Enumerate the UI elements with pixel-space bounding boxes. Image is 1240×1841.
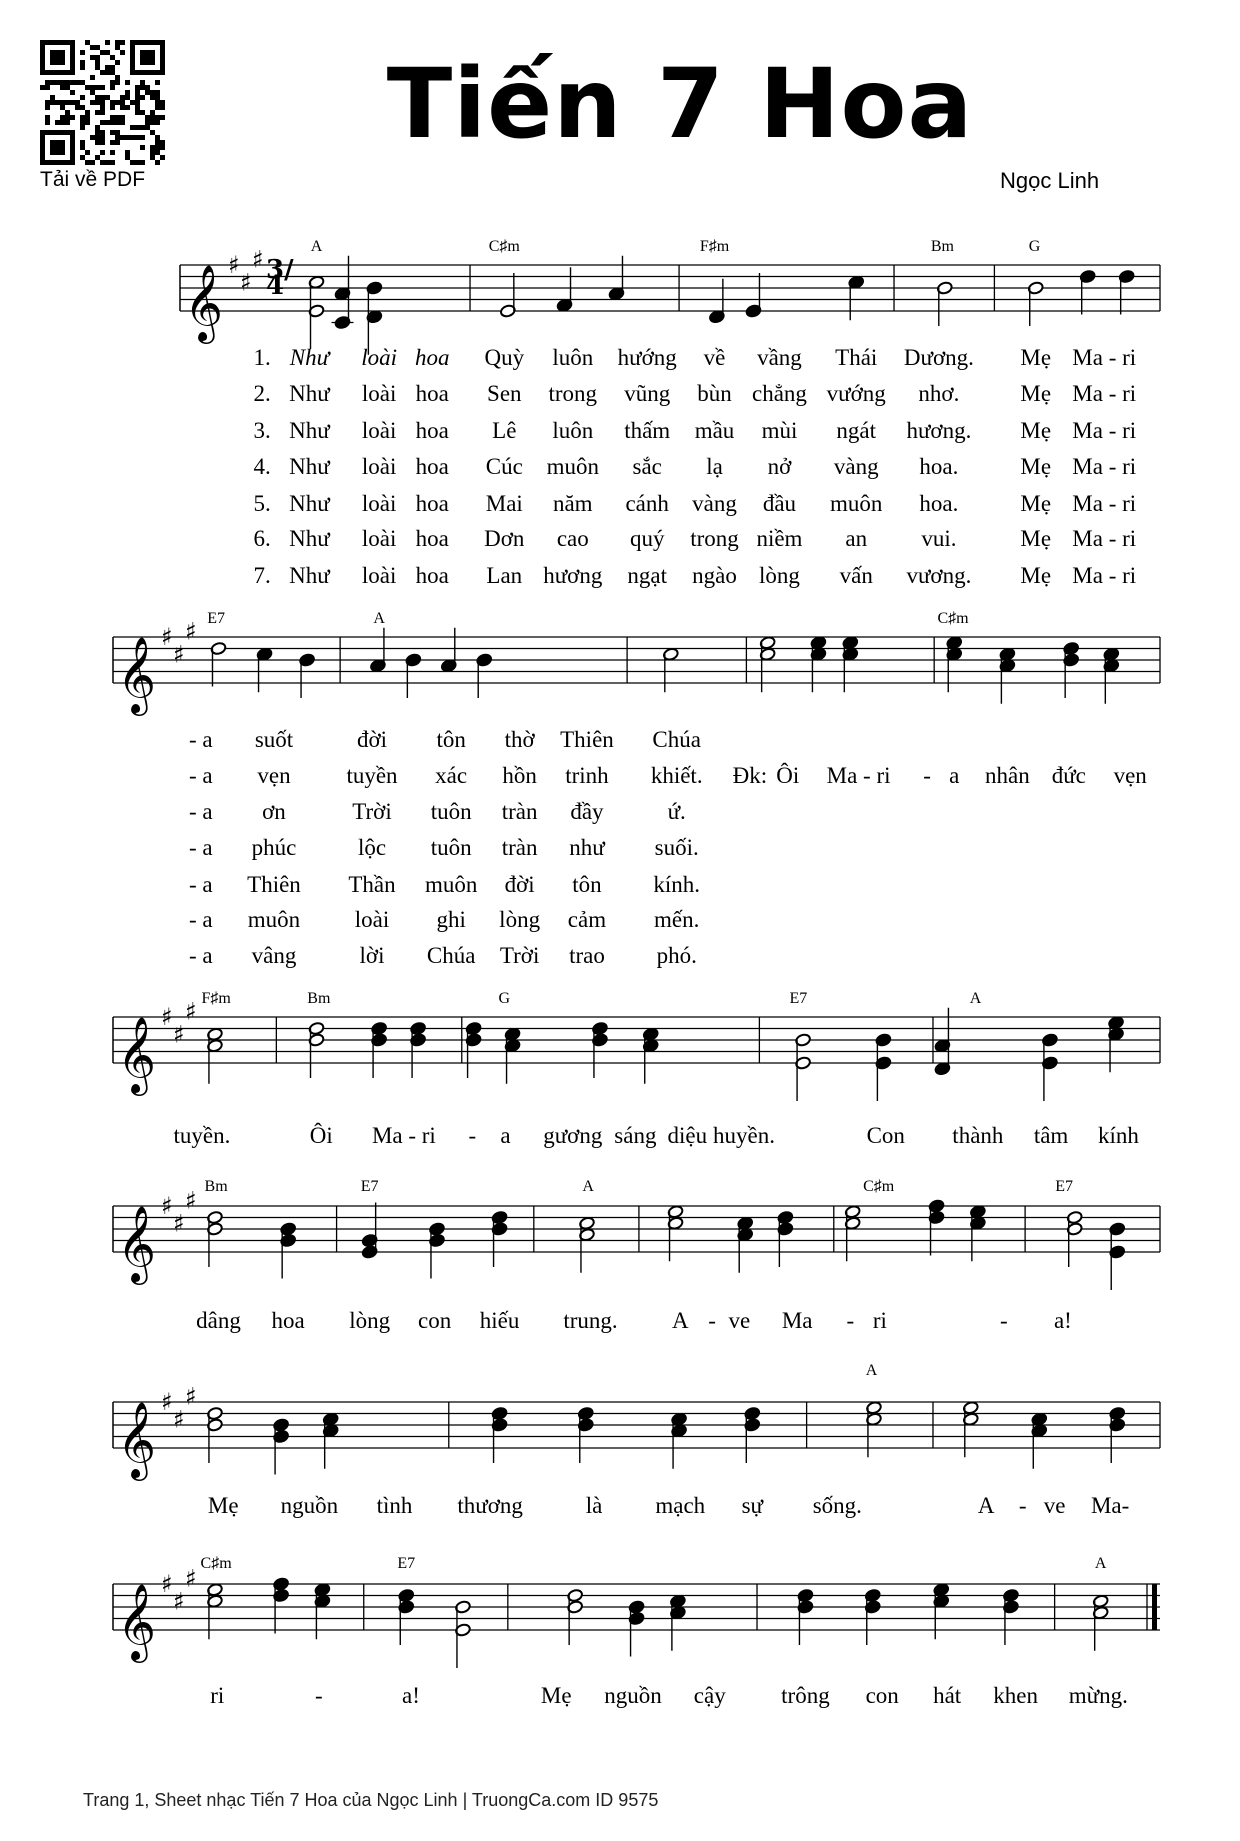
lyric-syllable: ơn [262,799,286,824]
lyric-syllable: - a [188,799,213,824]
sharp-icon: ♯ [240,268,252,297]
lyric-syllable: hoa [415,491,449,516]
lyric-syllable: Mẹ [1020,563,1052,588]
lyric-syllable: Cúc [485,454,523,479]
lyric-syllable: - a [188,835,213,860]
chord-symbol: A [582,1178,594,1195]
sharp-icon: ♯ [161,1570,173,1598]
time-signature: 3/4 [266,255,294,301]
lyric-syllable: xác [435,763,468,788]
lyric-syllable: vàng [833,454,879,479]
lyric-syllable: Mẹ [1020,381,1052,406]
sharp-icon: ♯ [185,1564,197,1593]
lyric-syllable: trinh [565,763,609,788]
lyric-syllable: vui. [921,526,957,551]
lyric-syllable: - a [188,907,213,932]
lyric-syllable: quý [629,526,665,551]
lyric-syllable: mừng. [1068,1683,1128,1708]
lyric-syllable: a [500,1123,511,1148]
lyric-syllable: lòng [759,563,800,588]
lyric-syllable: vâng [251,943,297,968]
lyric-syllable: an [845,526,868,551]
lyric-syllable: cánh [625,491,669,516]
lyric-syllable: Trời [499,943,540,968]
lyric-syllable: ghi [436,907,466,932]
lyric-syllable: diệu [667,1123,708,1148]
lyric-syllable: Con [866,1123,905,1148]
lyric-syllable: Ma - ri [1072,345,1137,370]
lyric-syllable: hoa [415,563,449,588]
sharp-icon: ♯ [173,1209,185,1238]
lyric-syllable: tuôn [430,835,472,860]
lyric-syllable: hồn [502,763,537,788]
sharp-icon: ♯ [228,251,240,279]
lyric-syllable: - [468,1123,477,1148]
lyric-syllable: Mẹ [1020,454,1052,479]
sharp-icon: ♯ [173,1587,185,1616]
lyric-syllable: Ma - ri [1072,454,1137,479]
chord-symbol: Bm [204,1178,228,1195]
lyric-syllable: Như [289,526,330,551]
lyric-syllable: trong [690,526,739,551]
lyric-syllable: hoa. [919,491,959,516]
chord-symbol: A [310,238,323,255]
lyric-syllable: - [708,1308,716,1333]
lyric-syllable: Như [289,454,330,479]
lyric-syllable: Như [289,345,330,370]
lyric-syllable: tâm [1033,1123,1069,1148]
lyric-syllable: như [569,835,605,860]
chord-symbol: A [969,990,982,1007]
sharp-icon: ♯ [185,1186,197,1215]
chord-symbol: E7 [789,990,808,1007]
lyric-syllable: nở [767,454,792,479]
lyric-syllable: trong [548,381,598,406]
lyric-syllable: hoa [415,526,449,551]
lyric-syllable: con [865,1683,899,1708]
chord-symbol: Bm [930,238,954,255]
lyric-syllable: lộc [357,835,387,860]
lyric-syllable: loài [361,381,397,406]
lyric-syllable: huyền. [713,1123,775,1148]
lyric-syllable: thờ [504,727,535,752]
sharp-icon: ♯ [173,1405,185,1434]
lyric-syllable: Mẹ [1020,345,1052,370]
chord-symbol: G [498,990,511,1007]
lyric-syllable: tràn [501,835,538,860]
lyric-syllable: tuôn [430,799,472,824]
lyric-syllable: loài [361,491,397,516]
lyric-syllable: lời [359,943,385,968]
lyric-syllable: chẳng [751,381,807,406]
chord-symbol: A [373,610,385,627]
lyric-syllable: Ma - ri [1072,526,1137,551]
lyric-syllable: muôn [424,872,478,897]
lyric-syllable: kính. [653,872,701,897]
lyric-syllable: a! [1053,1308,1072,1333]
sharp-icon: ♯ [185,997,197,1026]
lyric-syllable: Đk: [732,763,768,788]
lyric-syllable: Thái [835,345,878,370]
lyric-syllable: Ôi [309,1123,333,1148]
sharp-icon: ♯ [161,1003,173,1031]
lyric-syllable: Chúa [426,943,476,968]
treble-clef-icon: 𝄞 [117,1016,157,1093]
lyric-syllable: nhân [985,763,1030,788]
lyric-syllable: - a [188,943,213,968]
lyric-syllable: lòng [499,907,541,932]
chord-symbol: E7 [1055,1178,1073,1195]
treble-clef-icon: 𝄞 [117,1205,157,1282]
lyric-syllable: là [585,1493,603,1518]
lyric-syllable: hương. [906,418,972,443]
lyric-syllable: vũng [624,381,671,406]
lyric-syllable: 5. [253,491,271,516]
lyric-syllable: Ma- [1090,1493,1130,1518]
lyric-syllable: ri [210,1683,225,1708]
sharp-icon: ♯ [185,1382,197,1411]
lyric-syllable: sống. [812,1493,862,1518]
lyric-syllable: Sen [487,381,522,406]
lyric-syllable: a [949,763,960,788]
lyric-syllable: vàng [692,491,737,516]
sharp-icon: ♯ [185,617,197,646]
lyric-syllable: nguồn [604,1683,662,1708]
chord-symbol: E7 [360,1178,379,1195]
sharp-icon: ♯ [161,1388,173,1416]
lyric-syllable: hát [933,1683,962,1708]
lyric-syllable: bùn [697,381,732,406]
lyric-syllable: thương [457,1493,523,1518]
lyric-syllable: mầu [694,418,735,443]
lyric-syllable: mạch [655,1493,706,1518]
lyric-syllable: niềm [756,526,803,551]
lyric-syllable: Dương. [903,345,974,370]
lyric-syllable: Mai [485,491,523,516]
lyric-syllable: Như [289,563,330,588]
lyric-syllable: 7. [253,563,271,588]
sharp-icon: ♯ [173,640,185,669]
lyric-syllable: hoa. [919,454,959,479]
final-barline [1152,1584,1157,1630]
lyric-syllable: Như [289,418,330,443]
lyric-syllable: Thần [348,872,396,897]
lyric-syllable: ri [872,1308,887,1333]
lyric-syllable: đầu [762,491,797,516]
lyric-syllable: Chúa [652,727,701,752]
lyric-syllable: - [1000,1308,1008,1333]
treble-clef-icon: 𝄞 [117,1401,157,1478]
chord-symbol: Bm [307,990,331,1007]
lyric-syllable: khen [993,1683,1039,1708]
lyric-syllable: vướng [826,381,886,406]
lyric-syllable: ve [728,1308,751,1333]
chord-symbol: F♯m [201,990,231,1007]
lyric-syllable: ngạt [627,563,667,588]
lyric-syllable: luôn [552,345,594,370]
lyric-syllable: Ôi [776,763,800,788]
lyric-syllable: suốt [254,727,294,752]
treble-clef-icon: 𝄞 [184,264,224,341]
lyric-syllable: A [671,1308,689,1333]
lyric-syllable: loài [361,563,397,588]
lyric-syllable: loài [354,907,390,932]
lyric-syllable: Như [289,381,330,406]
lyric-syllable: suối. [654,835,699,860]
lyric-syllable: Ma - ri [1072,418,1137,443]
lyric-syllable: vấn [839,563,873,588]
lyric-syllable: mùi [761,418,798,443]
lyric-syllable: Thiên [247,872,301,897]
lyric-syllable: 6. [253,526,271,551]
composer-name: Ngọc Linh [1000,168,1100,193]
lyric-syllable: hoa [414,345,450,370]
chord-symbol: C♯m [200,1555,232,1572]
lyric-syllable: đời [356,727,388,752]
lyric-syllable: Trời [352,799,392,824]
lyric-syllable: Ma - ri [1072,491,1137,516]
treble-clef-icon: 𝄞 [117,636,157,713]
download-pdf-link[interactable]: Tải về PDF [40,168,146,191]
lyric-syllable: - a [188,872,213,897]
lyric-syllable: tuyền [346,763,398,788]
lyric-syllable: trông [781,1683,830,1708]
lyric-syllable: muôn [830,491,883,516]
lyric-syllable: loài [361,526,397,551]
lyric-syllable: gương [543,1123,603,1148]
lyric-syllable: muôn [546,454,599,479]
lyric-syllable: ứ. [667,799,686,824]
lyric-syllable: a! [402,1683,420,1708]
page-footer: Trang 1, Sheet nhạc Tiến 7 Hoa của Ngọc Linh | TruongCa.com ID 9575 [83,1790,659,1810]
lyric-syllable: loài [361,454,397,479]
lyric-syllable: cao [556,526,589,551]
lyric-syllable: nguồn [280,1493,339,1518]
lyric-syllable: phúc [251,835,297,860]
lyric-syllable: tình [376,1493,413,1518]
lyric-syllable: - [315,1683,323,1708]
lyric-syllable: hoa [271,1308,305,1333]
lyric-syllable: Ma - ri [1072,563,1137,588]
chord-symbol: C♯m [937,610,969,627]
lyric-syllable: đầy [570,799,604,824]
lyric-syllable: Ma - ri [371,1123,436,1148]
lyric-syllable: Mẹ [1020,526,1052,551]
lyric-syllable: hướng [617,345,677,370]
lyric-syllable: đời [504,872,535,897]
lyric-syllable: hoa [415,454,449,479]
lyric-syllable: cảm [567,907,607,932]
lyric-syllable: 3. [253,418,271,443]
song-title: Tiến 7 Hoa [386,48,974,160]
lyric-syllable: Mẹ [1020,491,1052,516]
sharp-icon: ♯ [161,623,173,651]
lyric-syllable: sắc [632,454,662,479]
lyric-syllable: 4. [253,454,271,479]
lyric-syllable: kính [1097,1123,1139,1148]
lyric-syllable: - [1018,1493,1027,1518]
lyric-syllable: Quỳ [484,345,525,370]
lyric-syllable: mến. [654,907,700,932]
lyric-syllable: loài [361,345,397,370]
lyric-syllable: tuyền. [173,1123,231,1148]
lyric-syllable: về [703,345,726,370]
lyric-syllable: Lan [486,563,523,588]
lyric-syllable: tôn [436,727,466,752]
lyric-syllable: cậy [693,1683,726,1708]
lyric-syllable: Mẹ [207,1493,239,1518]
lyric-syllable: Ma [781,1308,813,1333]
lyric-syllable: ngát [836,418,877,443]
lyric-syllable: trung. [563,1308,618,1333]
chord-symbol: G [1028,238,1041,255]
lyric-syllable: hiếu [479,1308,520,1333]
lyric-syllable: lòng [349,1308,391,1333]
lyric-syllable: Lê [492,418,517,443]
lyric-syllable: lạ [706,454,723,479]
treble-clef-icon: 𝄞 [117,1583,157,1660]
lyric-syllable: - a [188,727,213,752]
lyric-syllable: hương [543,563,603,588]
lyric-syllable: hoa [415,381,449,406]
lyric-syllable: vầng [757,345,802,370]
lyric-syllable: dâng [196,1308,241,1333]
lyric-syllable: tôn [572,872,602,897]
lyric-syllable: Dơn [484,526,525,551]
lyric-syllable: Mẹ [1020,418,1052,443]
lyric-syllable: 1. [253,345,271,370]
lyric-syllable: ngào [692,563,737,588]
lyric-syllable: nhơ. [918,381,960,406]
lyric-syllable: khiết. [650,763,703,788]
lyric-syllable: tràn [501,799,538,824]
chord-symbol: C♯m [863,1178,895,1195]
lyric-syllable: thành [952,1123,1004,1148]
lyric-syllable: - [846,1308,855,1333]
lyric-syllable: trao [569,943,605,968]
chord-symbol: E7 [207,610,225,627]
lyric-syllable: năm [552,491,593,516]
lyric-syllable: 2. [253,381,271,406]
lyric-syllable: muôn [247,907,301,932]
lyric-syllable: luôn [552,418,594,443]
lyric-syllable: đức [1051,763,1086,788]
lyric-syllable: Ma - ri [826,763,891,788]
chord-symbol: A [865,1362,878,1379]
sharp-icon: ♯ [173,1020,185,1049]
lyric-syllable: phó. [656,943,697,968]
chord-symbol: F♯m [699,238,730,255]
lyric-syllable: sáng [614,1123,657,1148]
lyric-syllable: con [417,1308,452,1333]
lyric-syllable: vương. [906,563,972,588]
lyric-syllable: Thiên [560,727,614,752]
lyric-syllable: Mẹ [540,1683,572,1708]
lyric-syllable: thấm [624,418,671,443]
sharp-icon: ♯ [252,245,264,274]
lyric-syllable: vẹn [1113,763,1147,788]
lyric-syllable: sự [741,1493,764,1518]
lyric-syllable: A [977,1493,995,1518]
lyric-syllable: - [923,763,931,788]
chord-symbol: A [1094,1555,1107,1572]
lyric-syllable: Ma - ri [1072,381,1137,406]
chord-symbol: E7 [397,1555,416,1572]
sharp-icon: ♯ [161,1192,173,1220]
lyric-syllable: ve [1043,1493,1066,1518]
lyric-syllable: Như [289,491,330,516]
lyric-syllable: hoa [415,418,449,443]
lyric-syllable: loài [361,418,397,443]
lyric-syllable: - a [188,763,213,788]
lyric-syllable: vẹn [257,763,291,788]
chord-symbol: C♯m [488,238,520,255]
